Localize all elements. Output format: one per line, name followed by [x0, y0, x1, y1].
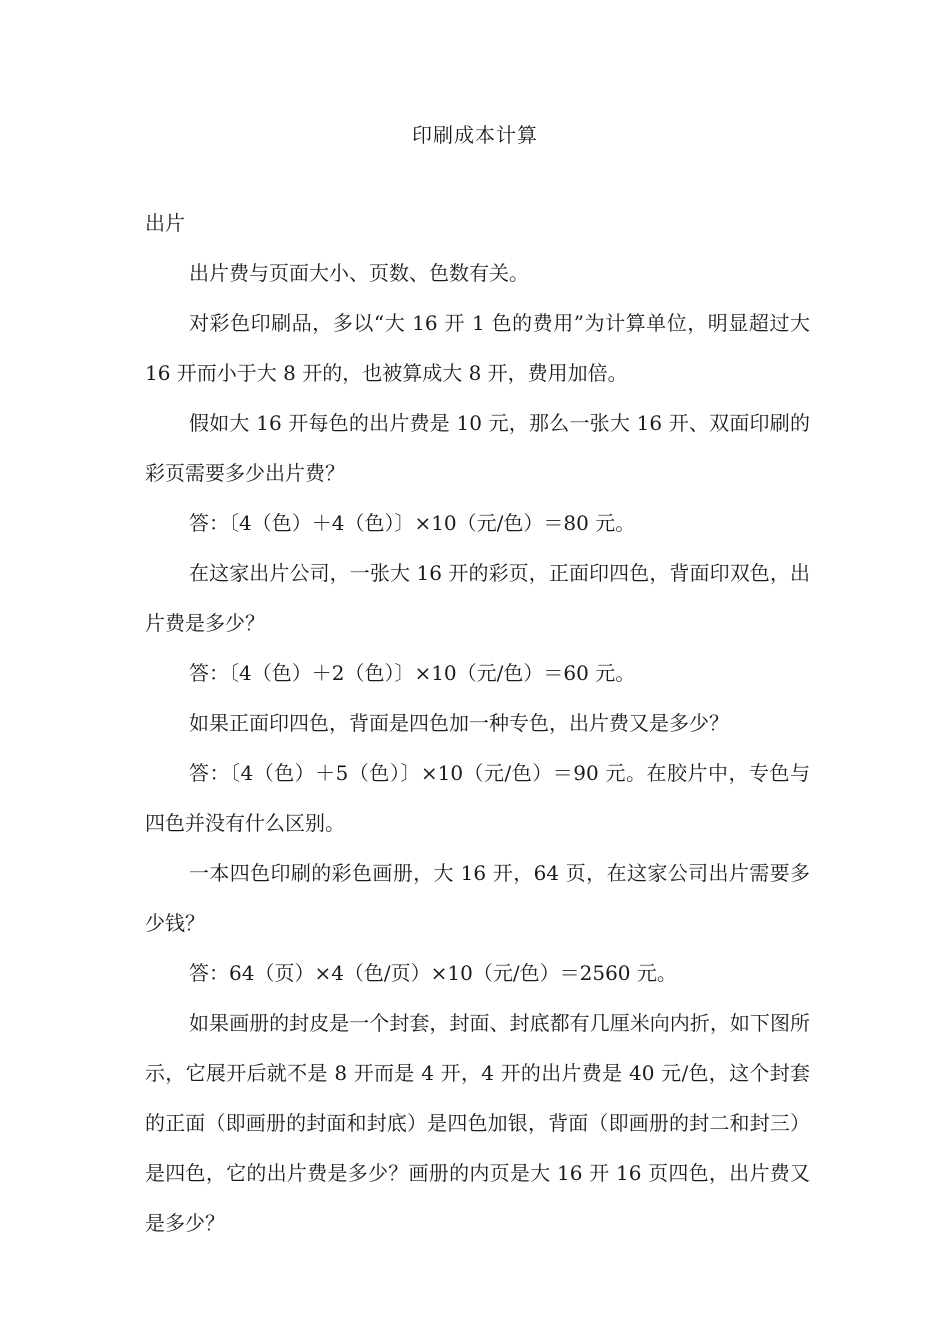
document-title: 印刷成本计算: [412, 123, 538, 147]
paragraph-5: 如果正面印四色，背面是四色加一种专色，出片费又是多少？: [189, 711, 729, 735]
paragraph-2: 对彩色印刷品，多以“大 16 开 1 色的费用”为计算单位，明显超过大 16 开而小于大 8 开的，也被算成大 8 开，费用加倍。: [145, 311, 810, 385]
paragraph-1: 出片费与页面大小、页数、色数有关。: [189, 261, 529, 285]
paragraph-7: 如果画册的封皮是一个封套，封面、封底都有几厘米向内折，如下图所示，它展开后就不是 8 开而是 4 开，4 开的出片费是 40 元/色，这个封套的正面（即画册的封面和封底）是四色加银，背面（即画册的封二和封三）是四色，它的出片费是多少？画册的内页是大 16 开 16 页四色，出片费又是多少？: [145, 1011, 810, 1235]
paragraph-4: 在这家出片公司，一张大 16 开的彩页，正面印四色，背面印双色，出片费是多少？: [145, 561, 810, 635]
document-body: [145, 198, 810, 1248]
paragraph-6: 一本四色印刷的彩色画册，大 16 开，64 页，在这家公司出片需要多少钱？: [145, 861, 810, 935]
answer-2: 答：〔4（色）＋2（色）〕×10（元/色）＝60 元。: [189, 661, 636, 685]
answer-4: 答：64（页）×4（色/页）×10（元/色）＝2560 元。: [189, 961, 677, 985]
answer-3: 答：〔4（色）＋5（色）〕×10（元/色）＝90 元。在胶片中，专色与四色并没有什么区别。: [145, 761, 810, 835]
section-heading: 出片: [145, 211, 185, 235]
answer-1: 答：〔4（色）＋4（色）〕×10（元/色）＝80 元。: [189, 511, 636, 535]
paragraph-3: 假如大 16 开每色的出片费是 10 元，那么一张大 16 开、双面印刷的彩页需要多少出片费？: [145, 411, 810, 485]
